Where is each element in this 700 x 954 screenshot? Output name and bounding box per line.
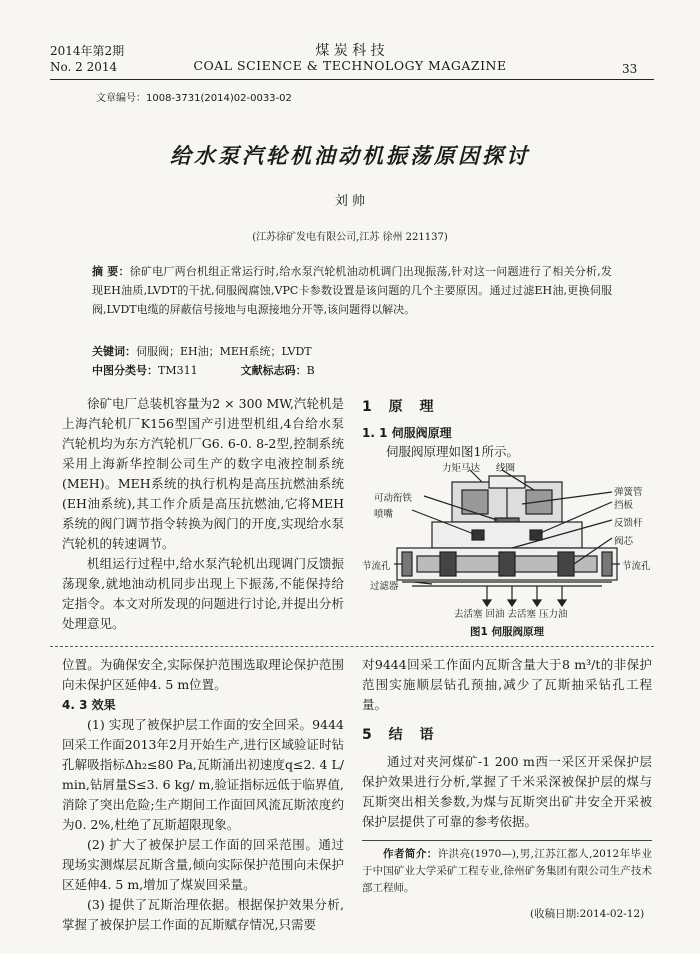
lower-left-item: (1) 实现了被保护层工作面的安全回采。9444回采工作面2013年2月开始生产,进行区域验证时钻孔解吸指标Δh₂≤80 Pa,瓦斯涌出初速度q≤2. 4 L/ min,钻屑量S≤3. 6 kg/ m,验证指标远低于临界值,消除了突出危险;生产期间工作面回风流瓦斯浓度约为0. 2%,杜绝了瓦斯超限现象。 (62, 717, 344, 832)
section-1-text: 伺服阀原理如图1所示。 (386, 444, 519, 459)
lower-left-paragraph: 位置。为确保安全,实际保护范围选取理论保护范围向未保护区延伸4. 5 m位置。 (62, 657, 344, 692)
intro-column (62, 394, 344, 634)
label-orifice-right: 节流孔 (622, 561, 651, 572)
section-1-1-heading: 1. 1 伺服阀原理 (362, 426, 452, 440)
label-armature: 可动衔铁 (374, 493, 413, 504)
article-title: 给水泵汽轮机油动机振荡原因探讨 (170, 143, 530, 168)
journal-cn: 煤 炭 科 技 (315, 43, 385, 59)
label-baffle: 挡板 (614, 500, 634, 511)
page-number: 33 (622, 62, 638, 76)
label-spring-tube: 弹簧管 (614, 487, 643, 498)
label-coil: 线圈 (496, 463, 516, 474)
label-spool: 阀芯 (614, 536, 634, 547)
author: 刘 帅 (334, 194, 366, 209)
lower-right-column (362, 655, 652, 715)
affiliation: (江苏徐矿发电有限公司,江苏 徐州 221137) (252, 232, 448, 243)
doc-code-value: B (306, 364, 315, 377)
author-info (362, 846, 652, 897)
intro-paragraph: 徐矿电厂总装机容量为2 × 300 MW,汽轮机是上海汽轮机厂K156型国产引进型机组,4台给水泵汽轮机均为东方汽轮机厂G6. 6-0. 8-2型,控制系统采用上海新华控制公司生产的数字电液控制系统(MEH)。MEH系统的执行机构是高压抗燃油系统(EH油系统),其工作介质是高压抗燃油,它将MEH系统的阀门调节指令转换为阀门的开度,实现给水泵汽轮机的转速调节。 (62, 396, 344, 551)
label-feedback-rod: 反馈杆 (614, 518, 643, 529)
figure-1 (362, 460, 652, 620)
lower-left-item: (2) 扩大了被保护层工作面的回采范围。通过现场实测煤层瓦斯含量,倾向实际保护范围向未保护区延伸4. 5 m,增加了煤炭回采量。 (62, 837, 344, 892)
lower-left-column (62, 655, 344, 935)
label-filter: 过滤器 (370, 581, 399, 592)
label-orifice-left: 节流孔 (362, 561, 391, 572)
keywords-text: 伺服阀；EH油；MEH系统；LVDT (136, 345, 312, 358)
article-separator (50, 646, 654, 647)
figure-1-caption: 图1 伺服阀原理 (470, 626, 544, 638)
classification (92, 361, 612, 380)
servo-valve-diagram (362, 460, 652, 620)
conclusion-paragraph: 通过对夹河煤矿-1 200 m西一采区开采保护层保护效果进行分析,掌握了千米采深被保护层的煤与瓦斯突出相关参数,为煤与瓦斯突出矿井安全开采被保护层提供了可靠的参考依据。 (362, 754, 652, 829)
classification-value: TM311 (158, 364, 198, 377)
issue-en: No. 2 2014 (50, 60, 118, 74)
classification-label: 中图分类号： (92, 364, 158, 377)
journal-en: COAL SCIENCE & TECHNOLOGY MAGAZINE (193, 58, 507, 73)
article-id: 文章编号：1008-3731(2014)02-0033-02 (96, 93, 292, 104)
received-date: (收稿日期:2014-02-12) (530, 908, 645, 920)
header-rule (50, 79, 654, 80)
abstract-label: 摘 要： (92, 265, 130, 278)
author-info-label: 作者简介： (383, 848, 438, 860)
label-torque-motor: 力矩马达 (442, 463, 481, 474)
keywords-label: 关键词： (92, 345, 136, 358)
lower-right-paragraph: 对9444回采工作面内瓦斯含量大于8 m³/t的非保护范围实施顺层钻孔预抽,减少了瓦斯抽采钻孔工程量。 (362, 657, 652, 712)
section-1-heading: 1 原 理 (362, 399, 440, 415)
author-info-text: 许洪亮(1970—),男,江苏江都人,2012年毕业于中国矿业大学采矿工程专业,徐州矿务集团有限公司生产技术部工程师。 (362, 848, 652, 894)
label-bottom-ports: 去活塞 回油 去活塞 压力油 (454, 609, 568, 620)
keywords (92, 342, 612, 361)
abstract-text: 徐矿电厂两台机组正常运行时,给水泵汽轮机油动机调门出现振荡,针对这一问题进行了相关分析,发现EH油质,LVDT的干扰,伺服阀腐蚀,VPC卡参数设置是该问题的几个主要原因。通过过滤EH油,更换伺服阀,LVDT电缆的屏蔽信号接地与电源接地分开等,该问题得以解决。 (92, 265, 612, 316)
conclusion (362, 752, 652, 832)
lower-left-item: (3) 提供了瓦斯治理依据。根据保护效果分析,掌握了被保护层工作面的瓦斯赋存情况,只需要 (62, 897, 344, 932)
label-nozzle: 喷嘴 (374, 509, 394, 520)
author-info-rule (362, 840, 652, 841)
issue-cn: 2014年第2期 (50, 44, 125, 58)
abstract (92, 262, 612, 319)
intro-paragraph: 机组运行过程中,给水泵汽轮机出现调门反馈振荡现象,就地油动机同步出现上下振荡,不能保持给定指令。本文对所发现的问题进行讨论,并提出分析处理意见。 (62, 556, 344, 631)
section-4-3-heading: 4. 3 效果 (62, 698, 116, 712)
section-5-heading: 5 结 语 (362, 727, 440, 743)
doc-code-label: 文献标志码： (240, 364, 307, 377)
